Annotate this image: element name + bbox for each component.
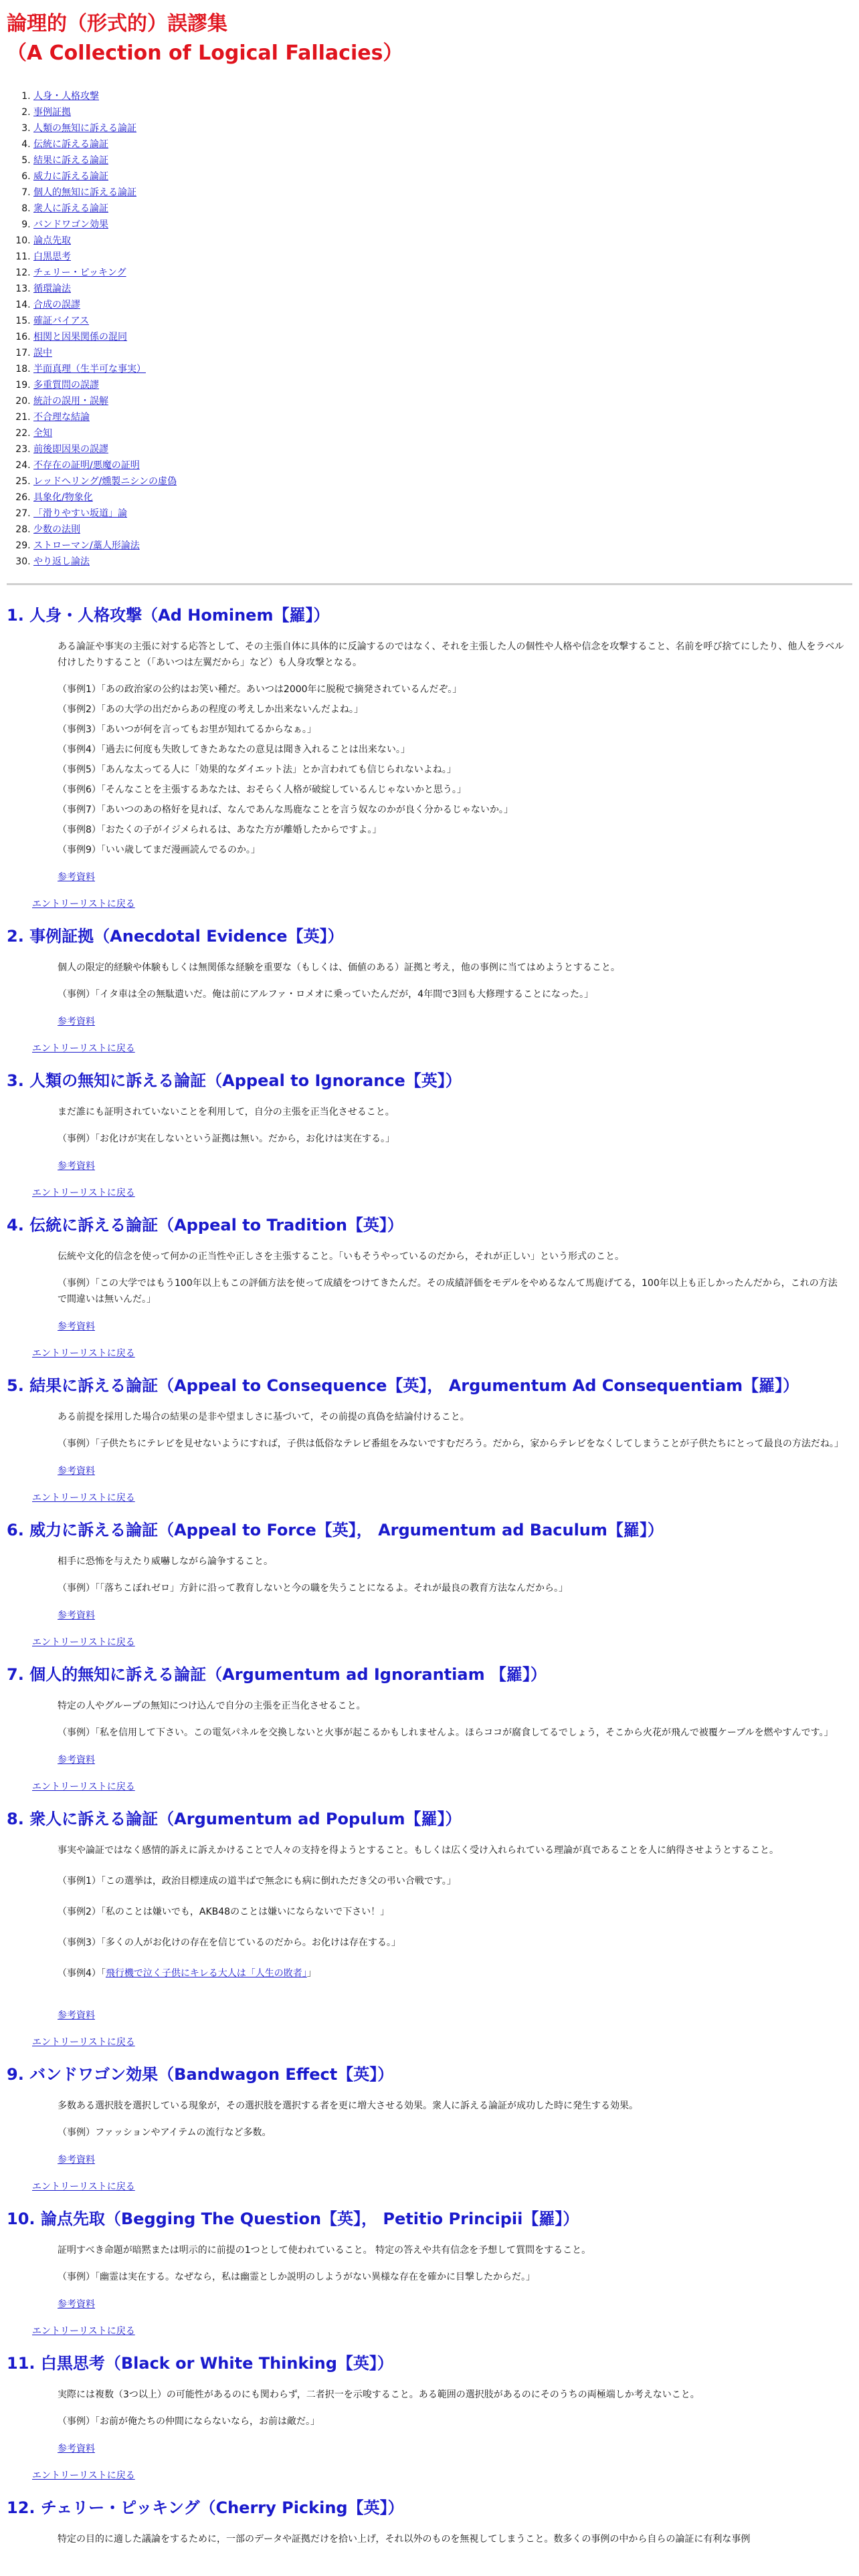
example-list: [7, 1436, 852, 1452]
example-suffix: 」: [306, 1968, 316, 1979]
toc-link[interactable]: 不合理な結論: [33, 412, 90, 423]
toc-link[interactable]: 結果に訴える論証: [33, 155, 108, 166]
back-to-list-link[interactable]: エントリーリストに戻る: [32, 2181, 135, 2192]
entry-heading: 4. 伝統に訴える論証（Appeal to Tradition【英】）: [7, 1216, 403, 1235]
entry-definition: 相手に恐怖を与えたり威嚇しながら論争すること。: [58, 1556, 273, 1567]
entry-definition: 特定の目的に適した議論をするために，一部のデータや証拠だけを拾い上げ，それ以外のものを無視してしまうこと。数多くの事例の中から自らの論証に有利な事例: [58, 2534, 751, 2545]
entry-heading: 11. 白黒思考（Black or White Thinking【英】）: [7, 2354, 393, 2373]
example-text: （事例6）「そんなことを主張するあなたは、おそらく人格が破綻しているんじゃないかと思う。」: [58, 784, 466, 795]
toc-link[interactable]: 前後即因果の誤謬: [33, 444, 108, 455]
back-to-list-link[interactable]: エントリーリストに戻る: [32, 1637, 135, 1648]
entry-definition: 多数ある選択肢を選択している現象が，その選択肢を選択する者を更に増大させる効果。衆人に訴える論証が成功した時に発生する効果。: [58, 2101, 638, 2111]
example-text: （事例7）「あいつのあの格好を見れば、なんであんな馬鹿なことを言う奴なのかが良く分かるじゃないか。」: [58, 804, 513, 815]
entry-section: [7, 2352, 852, 2483]
toc-link[interactable]: ストローマン/藁人形論法: [33, 540, 140, 551]
toc-item: [33, 490, 852, 506]
example-list: [7, 2269, 852, 2285]
toc-link[interactable]: 相関と因果関係の混同: [33, 332, 127, 342]
divider: [7, 583, 852, 585]
toc-item: [33, 522, 852, 538]
entry-definition: 事実や論証ではなく感情的訴えに訴えかけることで人々の支持を得ようとすること。もしくは広く受け入れられている理論が真であることを人に納得させようとすること。: [58, 1845, 779, 1856]
example-list: [7, 2413, 852, 2430]
example-list: [7, 1580, 852, 1596]
entry-heading: 6. 威力に訴える論証（Appeal to Force【英】， Argumentum ad Baculum【羅】）: [7, 1521, 664, 1539]
reference-link[interactable]: 参考資料: [58, 1755, 95, 1765]
entry-section: [7, 1374, 852, 1505]
entry-heading: 10. 論点先取（Begging The Question【英】， Petitio Principii【羅】）: [7, 2210, 579, 2228]
toc-item: [33, 361, 852, 377]
entry-definition: ある論証や事実の主張に対する応答として、その主張自体に具体的に反論するのではなく、それを主張した人の個性や人格や信念を攻撃すること、名前を呼び捨てにしたり、他人をラベル付けしたりすること（「あいつは左翼だから」など）も人身攻撃となる。: [58, 641, 844, 668]
entry-heading: 12. チェリー・ピッキング（Cherry Picking【英】）: [7, 2498, 404, 2517]
reference-link[interactable]: 参考資料: [58, 1161, 95, 1172]
toc-link[interactable]: 半面真理（生半可な事実）: [33, 364, 146, 374]
example-text: [58, 1965, 852, 1981]
example-list: [7, 1873, 852, 1981]
toc-link[interactable]: 具象化/物象化: [33, 492, 93, 503]
example-text: （事例）「幽霊は実在する。なぜなら，私は幽霊としか説明のしようがない異様な存在を確かに目撃したからだ。」: [58, 2272, 535, 2282]
example-text: （事例）ファッションやアイテムの流行など多数。: [58, 2127, 272, 2138]
back-to-list-link[interactable]: エントリーリストに戻る: [32, 2326, 135, 2337]
toc-item: [33, 313, 852, 329]
reference-link[interactable]: 参考資料: [58, 872, 95, 883]
toc-item: [33, 217, 852, 233]
example-text: （事例）「子供たちにテレビを見せないようにすれば，子供は低俗なテレビ番組をみないですむだろう。だから，家からテレビをなくしてしまうことが子供たちにとって最良の方法だね。」: [58, 1438, 844, 1449]
toc-link[interactable]: 人類の無知に訴える論証: [33, 123, 136, 134]
toc-link[interactable]: 論点先取: [33, 235, 71, 246]
entry-definition: 伝統や文化的信念を使って何かの正当性や正しさを主張すること。「いもそうやっているのだから，それが正しい」という形式のこと。: [58, 1251, 624, 1262]
entry-section: [7, 1663, 852, 1794]
entry-heading: 1. 人身・人格攻撃（Ad Hominem【羅】）: [7, 606, 330, 625]
example-text: （事例2）「私のことは嫌いでも，AKB48のことは嫌いにならないで下さい！」: [58, 1907, 390, 1917]
toc-link[interactable]: 不存在の証明/悪魔の証明: [33, 460, 140, 471]
example-text: （事例2）「あの大学の出だからあの程度の考えしか出来ないんだよね。」: [58, 704, 363, 715]
toc-item: [33, 281, 852, 297]
entry-definition: 実際には複数（3つ以上）の可能性があるのにも関わらず，二者択一を示唆すること。ある範囲の選択肢があるのにそのうちの両極端しか考えないこと。: [58, 2389, 700, 2400]
entry-section: [7, 1069, 852, 1200]
toc-item: [33, 393, 852, 409]
example-text: （事例8）「おたくの子がイジメられるは、あなた方が離婚したからですよ。」: [58, 825, 382, 835]
toc-item: [33, 201, 852, 217]
back-to-list-link[interactable]: エントリーリストに戻る: [32, 899, 135, 909]
toc-link[interactable]: 「滑りやすい坂道」論: [33, 508, 127, 519]
toc-item: [33, 265, 852, 281]
toc-item: [33, 538, 852, 554]
title-line-1: 論理的（形式的）誤謬集: [7, 12, 227, 35]
entry-section: [7, 2063, 852, 2194]
toc-link[interactable]: 誤中: [33, 348, 52, 358]
toc-item: [33, 233, 852, 249]
entry-heading: 7. 個人的無知に訴える論証（Argumentum ad Ignorantiam 【羅】）: [7, 1665, 547, 1684]
example-text: （事例5）「あんな太ってる人に「効果的なダイエット法」とか言われても信じられないよね。」: [58, 764, 456, 775]
toc-link[interactable]: 少数の法則: [33, 524, 80, 535]
entry-list: [7, 88, 852, 570]
toc-item: [33, 506, 852, 522]
example-text: （事例4）「過去に何度も失敗してきたあなたの意見は聞き入れることは出来ない。」: [58, 744, 410, 755]
page-title: [7, 9, 852, 68]
toc-item: [33, 88, 852, 104]
entry-section: [7, 1214, 852, 1361]
toc-link[interactable]: 個人的無知に訴える論証: [33, 187, 136, 198]
entry-heading: 9. バンドワゴン効果（Bandwagon Effect【英】）: [7, 2065, 394, 2084]
reference-link[interactable]: 参考資料: [58, 1016, 95, 1027]
example-text: （事例）「お前が俺たちの仲間にならないなら，お前は敵だ。」: [58, 2416, 320, 2427]
toc-item: [33, 136, 852, 152]
toc-link[interactable]: 多重質問の誤謬: [33, 380, 99, 391]
back-to-list-link[interactable]: エントリーリストに戻る: [32, 1493, 135, 1503]
toc-link[interactable]: 統計の誤用・誤解: [33, 396, 108, 407]
example-text: （事例）「私を信用して下さい。この電気パネルを交換しないと火事が起こるかもしれませんよ。ほらココが腐食してるでしょう，そこから火花が飛んで被覆ケーブルを燃やすんです。」: [58, 1727, 834, 1738]
example-text: （事例1）「あの政治家の公約はお笑い種だ。あいつは2000年に脱税で摘発されているんだぞ。」: [58, 684, 462, 695]
reference-link[interactable]: 参考資料: [58, 1466, 95, 1477]
toc-link[interactable]: 事例証拠: [33, 107, 71, 118]
toc-link[interactable]: 循環論法: [33, 284, 71, 294]
toc-link[interactable]: バンドワゴン効果: [33, 219, 108, 230]
entry-definition: 個人の限定的経験や体験もしくは無関係な経験を重要な（もしくは、価値のある）証拠と考え，他の事例に当てはめようとすること。: [58, 962, 620, 973]
toc-item: [33, 169, 852, 185]
entry-definition: 証明すべき命題が暗黙または明示的に前提の1つとして使われていること。 特定の答えや共有信念を予想して質問をすること。: [58, 2245, 591, 2256]
toc-link[interactable]: チェリー・ピッキング: [33, 267, 126, 278]
example-prefix: （事例4）「: [58, 1968, 106, 1979]
toc-link[interactable]: やり返し論法: [33, 556, 90, 567]
entry-section: [7, 2208, 852, 2339]
back-to-list-link[interactable]: エントリーリストに戻る: [32, 1188, 135, 1198]
example-text: （事例）「「落ちこぼれゼロ」方針に沿って教育しないと今の職を失うことになるよ。それが最良の教育方法なんだから。」: [58, 1583, 568, 1594]
toc-link[interactable]: 衆人に訴える論証: [33, 203, 108, 214]
example-text: （事例）「この大学ではもう100年以上もこの評価方法を使って成績をつけてきたんだ。その成績評価をモデルをやめるなんて馬鹿げてる，100年以上も正しかったんだから，これの方法で間違いは無いんだ。」: [58, 1278, 838, 1305]
reference-link[interactable]: 参考資料: [58, 2010, 95, 2021]
back-to-list-link[interactable]: エントリーリストに戻る: [32, 2470, 135, 2481]
back-to-list-link[interactable]: エントリーリストに戻る: [32, 2037, 135, 2048]
toc-item: [33, 425, 852, 441]
title-line-2: （A Collection of Logical Fallacies）: [7, 41, 403, 65]
reference-link[interactable]: 参考資料: [58, 1321, 95, 1332]
toc-link[interactable]: レッドへリング/燻製ニシンの虚偽: [33, 476, 177, 487]
example-list: [7, 2125, 852, 2141]
entry-section: [7, 925, 852, 1056]
toc-item: [33, 120, 852, 136]
reference-link[interactable]: 参考資料: [58, 2444, 95, 2454]
toc-item: [33, 185, 852, 201]
toc-item: [33, 441, 852, 457]
toc-link[interactable]: 確証バイアス: [33, 316, 90, 326]
back-to-list-link[interactable]: エントリーリストに戻る: [32, 1782, 135, 1792]
example-list: [7, 986, 852, 1002]
toc-item: [33, 409, 852, 425]
toc-item: [33, 297, 852, 313]
entry-section: [7, 2496, 852, 2547]
example-text: （事例）「イタ車は全の無駄遣いだ。俺は前にアルファ・ロメオに乗っていたんだが，4年間で3回も大修理することになった。」: [58, 989, 593, 1000]
entry-definition: 特定の人やグループの無知につけ込んで自分の主張を正当化させること。: [58, 1701, 366, 1711]
toc-link[interactable]: 合成の誤謬: [33, 300, 80, 310]
back-to-list-link[interactable]: エントリーリストに戻る: [32, 1043, 135, 1054]
example-text: （事例3）「多くの人がお化けの存在を信じているのだから。お化けは存在する。」: [58, 1937, 401, 1948]
entry-section: [7, 1808, 852, 2050]
entry-heading: 2. 事例証拠（Anecdotal Evidence【英】）: [7, 927, 344, 946]
reference-link[interactable]: 参考資料: [58, 1610, 95, 1621]
entry-heading: 3. 人類の無知に訴える論証（Appeal to Ignorance【英】）: [7, 1071, 462, 1090]
entry-definition: まだ誰にも証明されていないことを利用して，自分の主張を正当化させること。: [58, 1107, 395, 1117]
toc-item: [33, 249, 852, 265]
example-list: [7, 1131, 852, 1147]
reference-link[interactable]: 参考資料: [58, 2155, 95, 2165]
example-text: （事例9）「いい歳してまだ漫画読んでるのか。」: [58, 845, 260, 855]
example-link[interactable]: 飛行機で泣く子供にキレる大人は「人生の敗者」: [105, 1968, 307, 1979]
example-list: [7, 681, 852, 858]
entry-heading: 5. 結果に訴える論証（Appeal to Consequence【英】， Argumentum Ad Consequentiam【羅】）: [7, 1376, 799, 1395]
toc-item: [33, 473, 852, 490]
entries: [7, 604, 852, 2547]
back-to-list-link[interactable]: エントリーリストに戻る: [32, 1348, 135, 1359]
toc-link[interactable]: 全知: [33, 428, 52, 439]
entry-section: [7, 1519, 852, 1650]
entry-heading: 8. 衆人に訴える論証（Argumentum ad Populum【羅】）: [7, 1810, 462, 1828]
example-list: [7, 1275, 852, 1307]
toc-item: [33, 457, 852, 473]
toc-link[interactable]: 威力に訴える論証: [33, 171, 108, 182]
toc-item: [33, 152, 852, 169]
reference-link[interactable]: 参考資料: [58, 2299, 95, 2310]
example-list: [7, 1725, 852, 1741]
toc-item: [33, 329, 852, 345]
toc-item: [33, 554, 852, 570]
toc-item: [33, 345, 852, 361]
toc-item: [33, 377, 852, 393]
toc-link[interactable]: 人身・人格攻撃: [33, 91, 99, 102]
example-text: （事例）「お化けが実在しないという証拠は無い。だから，お化けは実在する。」: [58, 1134, 395, 1144]
example-text: （事例3）「あいつが何を言ってもお里が知れてるからなぁ。」: [58, 724, 316, 735]
toc-link[interactable]: 伝統に訴える論証: [33, 139, 108, 150]
toc-link[interactable]: 白黒思考: [33, 251, 71, 262]
entry-section: [7, 604, 852, 911]
example-text: （事例1）「この選挙は，政治目標達成の道半ばで無念にも病に倒れただき父の弔い合戦です。」: [58, 1876, 456, 1887]
toc-item: [33, 104, 852, 120]
entry-definition: ある前提を採用した場合の結果の是非や望ましさに基づいて，その前提の真偽を結論付けること。: [58, 1412, 470, 1422]
